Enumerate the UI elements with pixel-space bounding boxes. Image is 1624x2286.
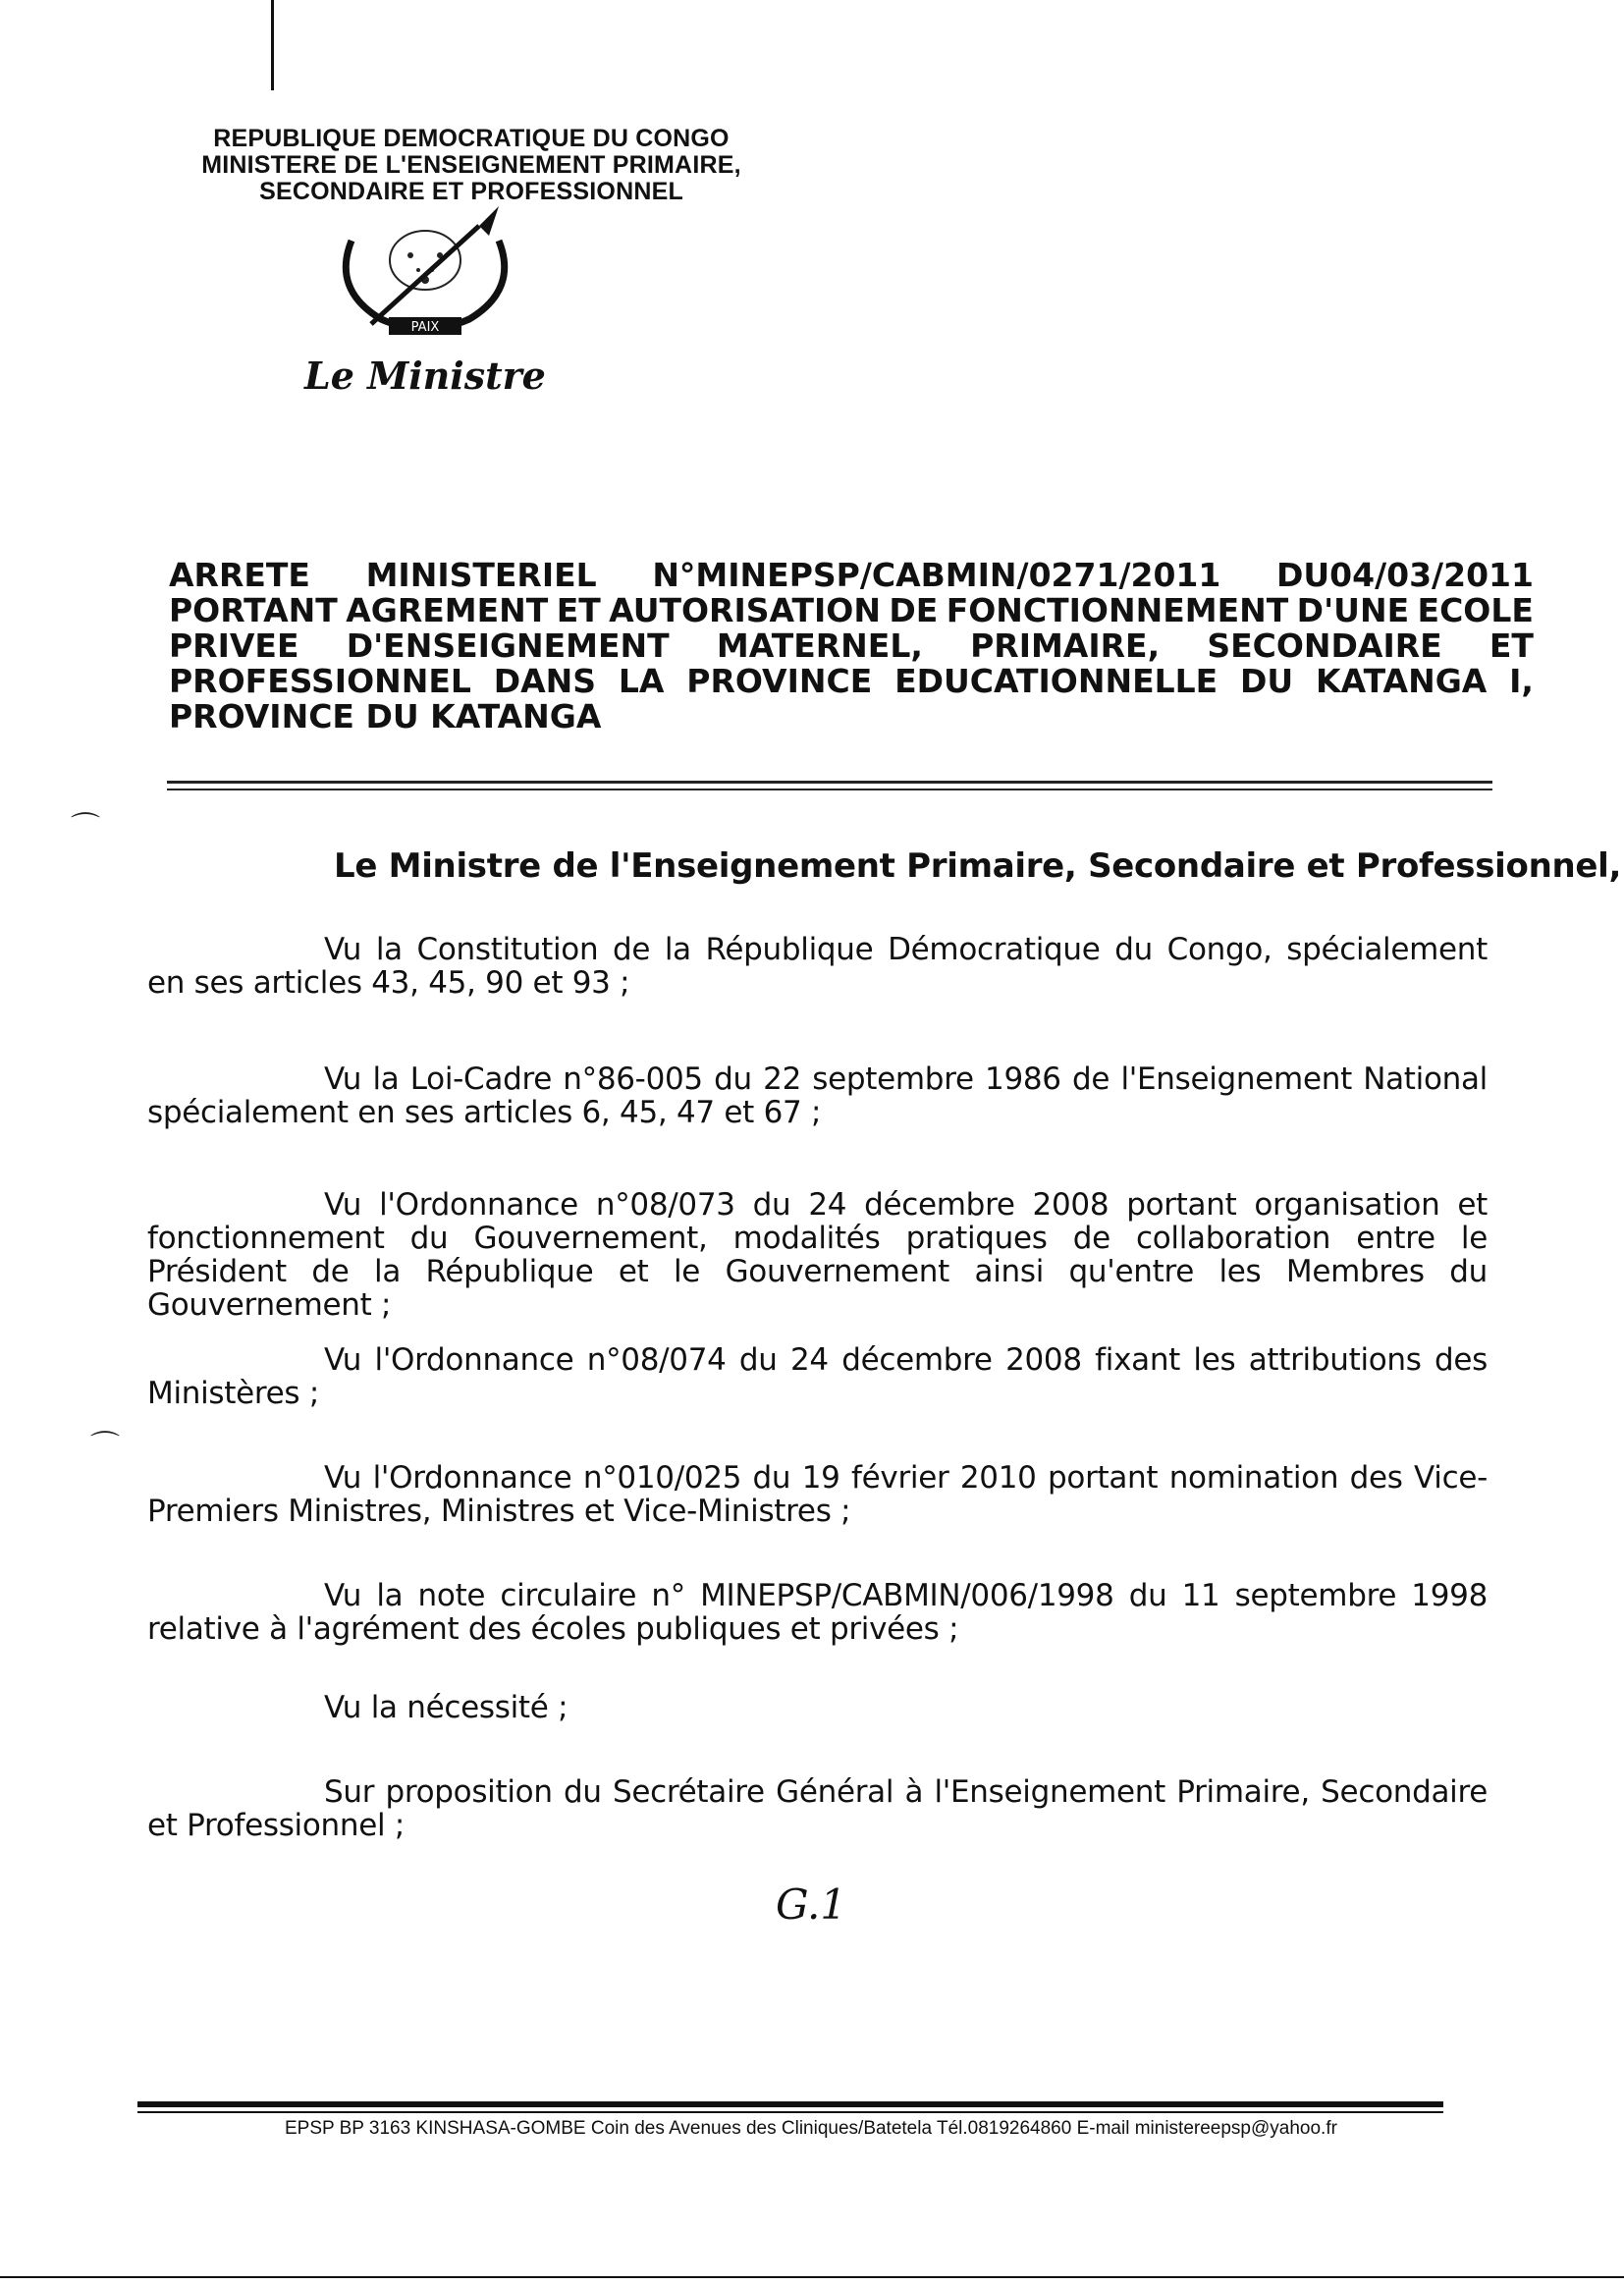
signature-title: Le Ministre	[304, 354, 546, 398]
margin-mark: ⌒	[90, 1431, 120, 1463]
coat-of-arms-emblem	[312, 201, 538, 349]
title-line-5: PROVINCE DU KATANGA	[169, 697, 602, 735]
paragraph: Vu la nécessité ;	[324, 1690, 568, 1725]
letterhead	[167, 126, 776, 205]
decree-title	[169, 558, 1534, 735]
title-line-1: ARRETE MINISTERIEL N°MINEPSP/CABMIN/0271/2011 DU04/03/2011	[169, 556, 1534, 594]
letterhead-ministry: MINISTERE DE L'ENSEIGNEMENT PRIMAIRE,	[201, 151, 741, 179]
paragraph: Vu l'Ordonnance n°010/025 du 19 février 2010 portant nomination des Vice-Premiers Ministres, Ministres et Vice-Ministres ;	[147, 1460, 1488, 1529]
letterhead-ministry-cont: SECONDAIRE ET PROFESSIONNEL	[259, 178, 683, 205]
margin-mark: ⌒	[71, 812, 100, 844]
paragraph: Vu la Loi-Cadre n°86-005 du 22 septembre 1986 de l'Enseignement National spécialement en ses articles 6, 45, 47 et 67 ;	[147, 1061, 1488, 1130]
margin-rule	[271, 0, 274, 90]
paragraph: Vu l'Ordonnance n°08/074 du 24 décembre 2008 fixant les attributions des Ministères ;	[147, 1342, 1488, 1411]
paragraph: Sur proposition du Secrétaire Général à l'Enseignement Primaire, Secondaire et Professionnel ;	[147, 1774, 1488, 1843]
page-edge-rule	[0, 2276, 1624, 2278]
emblem-motto: PAIX	[410, 320, 440, 335]
body-heading: Le Ministre de l'Enseignement Primaire, Secondaire et Professionnel,	[334, 846, 1622, 886]
footer-address: EPSP BP 3163 KINSHASA-GOMBE Coin des Avenues des Cliniques/Batetela Tél.0819264860 E-mail ministereepsp@yahoo.fr	[285, 2118, 1337, 2139]
title-line-4: PROFESSIONNEL DANS LA PROVINCE EDUCATIONNELLE DU KATANGA I,	[169, 662, 1534, 700]
paragraph: Vu l'Ordonnance n°08/073 du 24 décembre 2008 portant organisation et fonctionnement du Gouvernement, modalités pratiques de collaboration entre le Président de la République et le Gouvernement ainsi qu'entre les Membres du Gouvernement ;	[147, 1187, 1488, 1323]
title-line-2: PORTANT AGREMENT ET AUTORISATION DE FONCTIONNEMENT D'UNE ECOLE	[169, 591, 1534, 629]
paragraph: Vu la note circulaire n° MINEPSP/CABMIN/006/1998 du 11 septembre 1998 relative à l'agrément des écoles publiques et privées ;	[147, 1578, 1488, 1647]
letterhead-country: REPUBLIQUE DEMOCRATIQUE DU CONGO	[213, 125, 730, 152]
title-divider	[167, 781, 1492, 784]
paragraph: Vu la Constitution de la République Démocratique du Congo, spécialement en ses articles 43, 45, 90 et 93 ;	[147, 932, 1488, 1001]
title-line-3: PRIVEE D'ENSEIGNEMENT MATERNEL, PRIMAIRE, SECONDAIRE ET	[169, 626, 1534, 665]
handwritten-initials: G.1	[776, 1880, 847, 1929]
title-divider-thin	[167, 789, 1492, 790]
footer-rule	[137, 2101, 1443, 2107]
footer-rule-thin	[137, 2111, 1443, 2113]
